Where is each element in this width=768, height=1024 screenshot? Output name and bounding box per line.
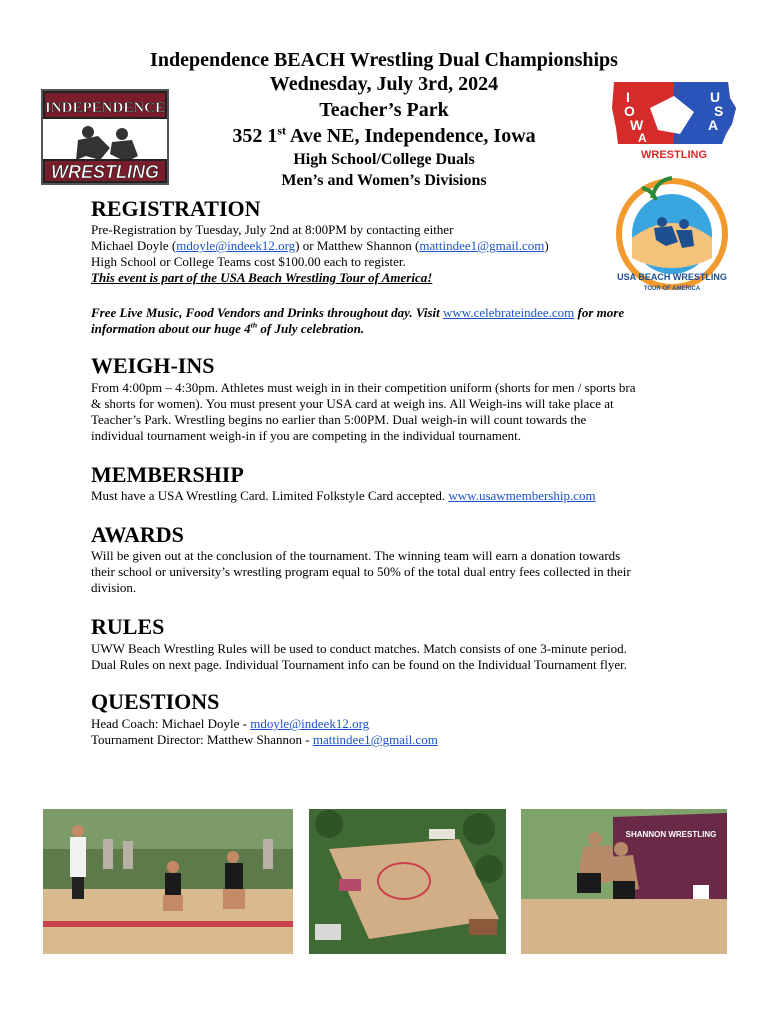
awards-body: Will be given out at the conclusion of the tournament. The winning team will earn a donation towards their school or university’s wrestling program equal to 50% of the total dual entry fees collected in their division. bbox=[91, 548, 631, 595]
celebration-note: Free Live Music, Food Vendors and Drinks throughout day. Visit www.celebrateindee.com for more information about our huge 4th of July celebration. bbox=[91, 305, 625, 336]
weighins-body: From 4:00pm – 4:30pm. Athletes must weigh in in their competition uniform (shorts for men / sports bra & shorts for women). You must present your USA card at weigh ins. All Weigh-ins will take place at Teacher’s Park. Wrestling begins no earlier than 5:00PM. Dual weigh-in will count towards the individual tournament weigh-in if you are competing in the individual tournament. bbox=[91, 380, 636, 443]
registration-heading: REGISTRATION bbox=[91, 196, 261, 221]
membership-body: Must have a USA Wrestling Card. Limited Folkstyle Card accepted. www.usawmembership.com bbox=[91, 488, 596, 503]
svg-text:SHANNON WRESTLING: SHANNON WRESTLING bbox=[625, 830, 717, 839]
svg-text:TOUR OF AMERICA: TOUR OF AMERICA bbox=[643, 286, 701, 292]
svg-text:A: A bbox=[708, 117, 719, 133]
registration-deadline: Pre-Registration by Tuesday, July 2nd at 8:00PM by contacting either bbox=[91, 222, 454, 237]
svg-text:S: S bbox=[714, 103, 724, 119]
event-title: Independence BEACH Wrestling Dual Championships bbox=[150, 49, 618, 71]
shannon-email-link[interactable]: mattindee1@gmail.com bbox=[419, 238, 545, 253]
beach-wrestling-photo-2 bbox=[521, 809, 727, 954]
event-address: 352 1st Ave NE, Independence, Iowa bbox=[232, 123, 536, 147]
svg-text:O: O bbox=[624, 103, 635, 119]
aerial-park-photo bbox=[309, 809, 506, 954]
independence-wrestling-logo bbox=[40, 86, 170, 188]
membership-heading: MEMBERSHIP bbox=[91, 462, 244, 487]
head-coach-email-link[interactable]: mdoyle@indeek12.org bbox=[250, 716, 370, 731]
registration-contacts: Michael Doyle (mdoyle@indeek12.org) or Matthew Shannon (mattindee1@gmail.com) bbox=[91, 238, 549, 253]
svg-text:WRESTLING: WRESTLING bbox=[641, 149, 707, 161]
head-coach-contact: Head Coach: Michael Doyle - mdoyle@indeek12.org bbox=[91, 716, 370, 731]
director-email-link[interactable]: mattindee1@gmail.com bbox=[312, 732, 438, 747]
svg-text:I: I bbox=[626, 89, 630, 105]
beach-wrestling-photo-1 bbox=[43, 809, 293, 954]
svg-text:U: U bbox=[710, 89, 721, 105]
doyle-email-link[interactable]: mdoyle@indeek12.org bbox=[176, 238, 296, 253]
svg-text:A: A bbox=[638, 131, 647, 145]
celebrateindee-link[interactable]: www.celebrateindee.com bbox=[443, 305, 575, 320]
event-venue: Teacher’s Park bbox=[319, 99, 449, 121]
svg-text:INDEPENDENCE: INDEPENDENCE bbox=[44, 100, 166, 116]
event-divisions: Men’s and Women’s Divisions bbox=[281, 172, 487, 189]
questions-heading: QUESTIONS bbox=[91, 689, 220, 714]
usa-beach-wrestling-logo bbox=[612, 168, 732, 296]
registration-cost: High School or College Teams cost $100.00 each to register. bbox=[91, 254, 406, 269]
usaw-membership-link[interactable]: www.usawmembership.com bbox=[448, 488, 596, 503]
event-date: Wednesday, July 3rd, 2024 bbox=[269, 73, 499, 95]
iowa-usa-wrestling-logo bbox=[610, 78, 738, 162]
tour-note: This event is part of the USA Beach Wrestling Tour of America! bbox=[91, 270, 433, 285]
svg-text:USA BEACH WRESTLING: USA BEACH WRESTLING bbox=[617, 272, 727, 282]
event-level: High School/College Duals bbox=[293, 151, 475, 168]
registration-body bbox=[91, 222, 611, 286]
svg-text:WRESTLING: WRESTLING bbox=[51, 162, 159, 182]
rules-body: UWW Beach Wrestling Rules will be used to conduct matches. Match consists of one 3-minute period. Dual Rules on next page. Individual Tournament info can be found on the Individual Tournament flyer. bbox=[91, 641, 627, 672]
questions-body bbox=[91, 716, 691, 748]
director-contact: Tournament Director: Matthew Shannon - mattindee1@gmail.com bbox=[91, 732, 438, 747]
rules-heading: RULES bbox=[91, 614, 165, 639]
awards-heading: AWARDS bbox=[91, 522, 184, 547]
weighins-heading: WEIGH-INS bbox=[91, 353, 215, 378]
svg-text:W: W bbox=[630, 117, 644, 133]
